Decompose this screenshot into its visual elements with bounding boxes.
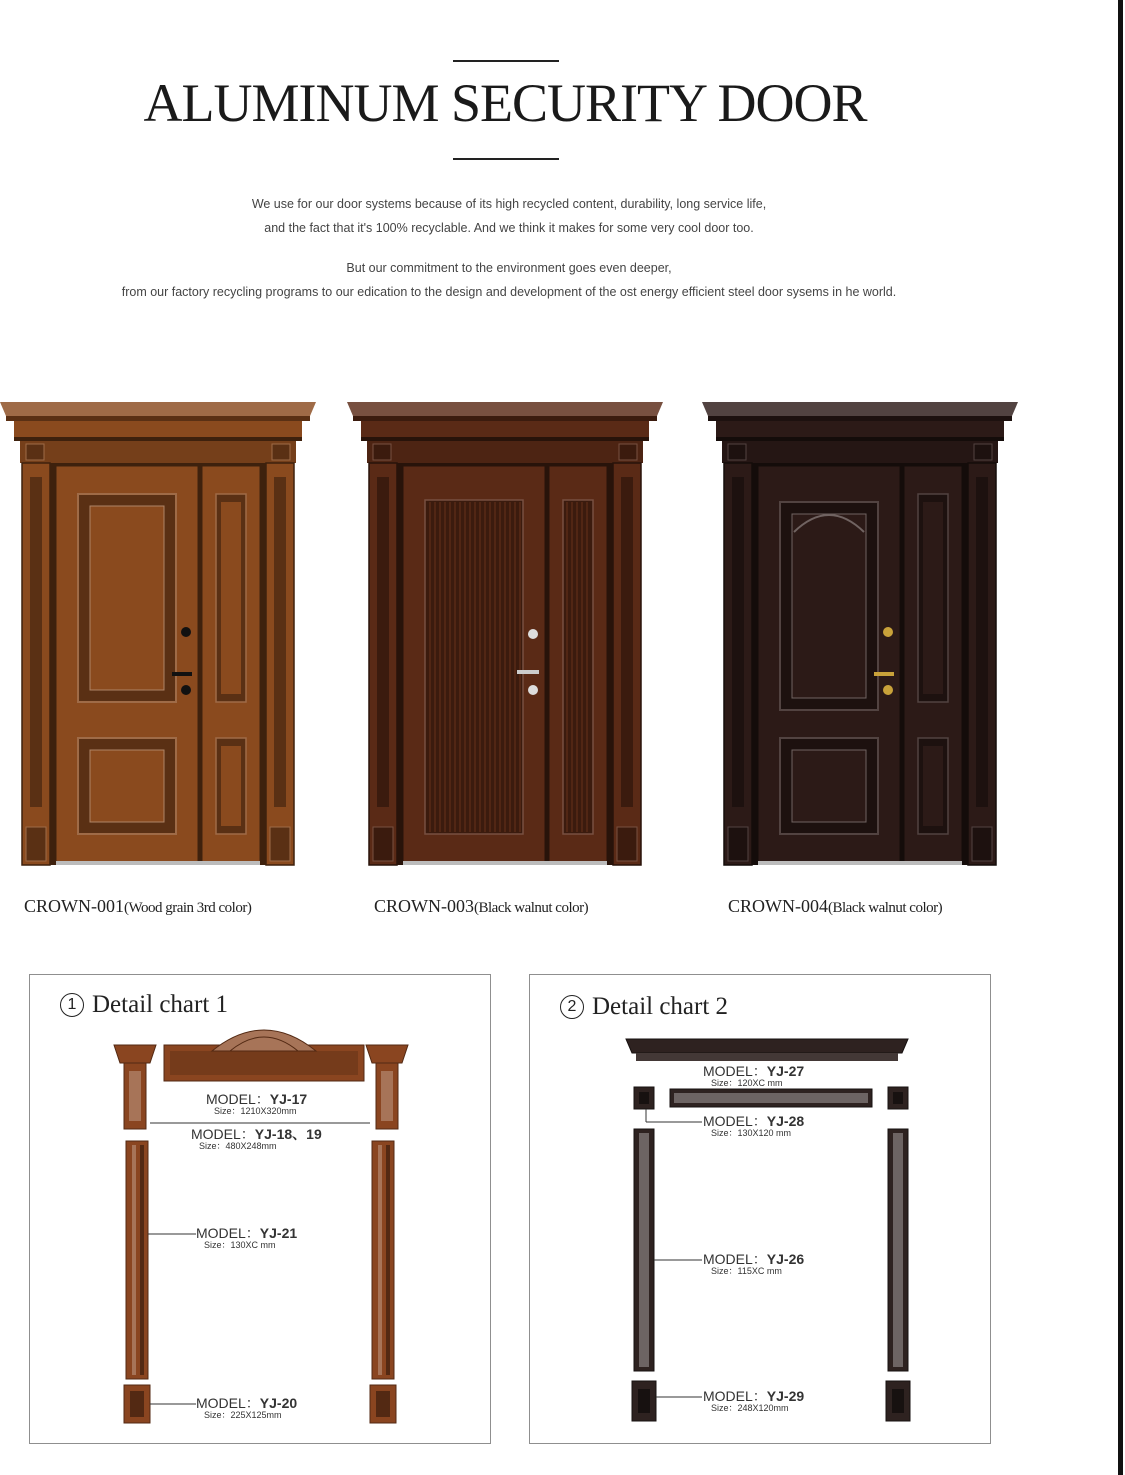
door-caption [728, 896, 942, 917]
size-text: Size：130X120 mm [711, 1128, 792, 1138]
part-label [191, 1127, 322, 1151]
door-color: (Black walnut color) [828, 900, 943, 916]
chart-title [60, 991, 228, 1019]
size-text: Size：120XC mm [711, 1078, 783, 1088]
model-prefix: MODEL： [196, 1225, 260, 1241]
size-text: Size：225X125mm [204, 1410, 282, 1420]
model-prefix: MODEL： [703, 1388, 767, 1404]
door-model: CROWN-003 [374, 896, 474, 916]
chart-title [560, 993, 728, 1021]
model-code: YJ-18、19 [254, 1126, 322, 1142]
detail-chart-2 [529, 974, 991, 1444]
part-label [703, 1114, 804, 1138]
door-color: (Wood grain 3rd color) [124, 900, 252, 916]
size-text: Size：130XC mm [204, 1240, 276, 1250]
detail-chart-1 [29, 974, 491, 1444]
door-model: CROWN-001 [24, 896, 124, 916]
title-rule-top [453, 60, 559, 62]
chart-number-badge: 2 [560, 995, 584, 1019]
door-image-crown-004 [702, 402, 1018, 874]
intro-line: and the fact that it's 100% recyclable. And we think it makes for some very cool door too. [264, 221, 754, 235]
model-code: YJ-21 [259, 1225, 298, 1241]
model-prefix: MODEL： [703, 1113, 767, 1129]
chart-number-badge: 1 [60, 993, 84, 1017]
model-code: YJ-26 [766, 1251, 805, 1267]
size-text: Size：115XC mm [711, 1266, 782, 1276]
model-code: YJ-28 [766, 1113, 805, 1129]
model-prefix: MODEL： [196, 1395, 260, 1411]
part-label [206, 1092, 307, 1116]
door-color: (Black walnut color) [474, 900, 589, 916]
page-edge-rule [1118, 0, 1123, 1475]
part-label [703, 1389, 804, 1413]
intro-line: But our commitment to the environment goes even deeper, [346, 261, 672, 275]
door-caption [374, 896, 588, 917]
part-label [196, 1396, 297, 1420]
model-prefix: MODEL： [191, 1126, 255, 1142]
size-text: Size：1210X320mm [214, 1106, 297, 1116]
model-prefix: MODEL： [703, 1063, 767, 1079]
page-title: ALUMINUM SECURITY DOOR [143, 73, 867, 133]
chart-title-text: Detail chart 2 [592, 993, 729, 1020]
title-rule-bottom [453, 158, 559, 160]
model-prefix: MODEL： [206, 1091, 270, 1107]
chart-2-drawing [530, 975, 990, 1443]
model-code: YJ-17 [269, 1091, 308, 1107]
part-label [703, 1064, 804, 1088]
door-image-crown-001 [0, 402, 316, 874]
part-label [196, 1226, 297, 1250]
intro-line: We use for our door systems because of its high recycled content, durability, long service life, [251, 197, 767, 211]
size-text: Size：248X120mm [711, 1403, 789, 1413]
chart-1-drawing [30, 975, 490, 1443]
model-code: YJ-20 [259, 1395, 298, 1411]
model-code: YJ-27 [766, 1063, 805, 1079]
part-label [703, 1252, 804, 1276]
door-caption [24, 896, 251, 917]
intro-line: from our factory recycling programs to our edication to the design and development of the ost energy efficient steel door sysems in he world. [121, 285, 897, 299]
chart-title-text: Detail chart 1 [92, 991, 229, 1018]
model-prefix: MODEL： [703, 1251, 767, 1267]
door-image-crown-003 [347, 402, 663, 874]
size-text: Size：480X248mm [199, 1141, 277, 1151]
model-code: YJ-29 [766, 1388, 805, 1404]
door-model: CROWN-004 [728, 896, 828, 916]
